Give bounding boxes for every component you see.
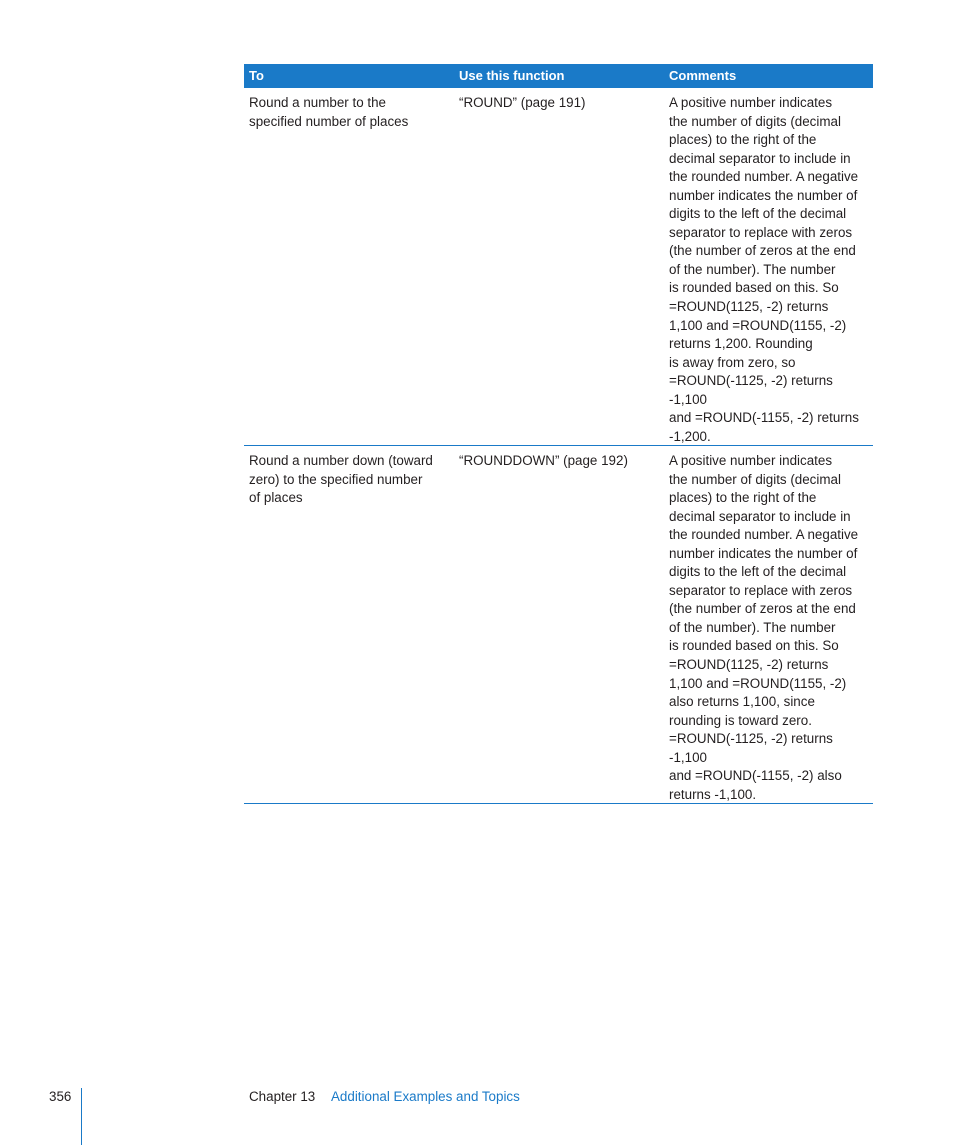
page-number: 356 [49, 1089, 72, 1104]
header-to: To [249, 68, 264, 83]
cell-function: “ROUND” (page 191) [459, 95, 586, 110]
cell-to: Round a number to the specified number of places [249, 95, 409, 129]
table-header [244, 64, 873, 88]
functions-table [244, 64, 873, 804]
header-comments: Comments [669, 68, 737, 83]
header-use-this-function: Use this function [459, 68, 565, 83]
chapter-title-link[interactable]: Additional Examples and Topics [331, 1089, 520, 1104]
cell-comments: A positive number indicates the number of digits (decimal places) to the right of the decimal separator to include in the rounded number. A negative number indicates the number of digits to the left of the decimal separator to replace with zeros (the number of zeros at the end of the number). The number is rounded based on this. So =ROUND(1125, -2) returns 1,100 and =ROUND(1155, -2) returns 1,200. Rounding is away from zero, so =ROUND(-1125, -2) returns -1,100 and =ROUND(-1155, -2) returns -1,200. [669, 95, 859, 444]
cell-to: Round a number down (toward zero) to the specified number of places [249, 453, 433, 506]
table-row [244, 446, 873, 804]
cell-comments: A positive number indicates the number of digits (decimal places) to the right of the decimal separator to include in the rounded number. A negative number indicates the number of digits to the left of the decimal separator to replace with zeros (the number of zeros at the end of the number). The number is rounded based on this. So =ROUND(1125, -2) returns 1,100 and =ROUND(1155, -2) also returns 1,100, since rounding is toward zero. =ROUND(-1125, -2) returns -1,100 and =ROUND(-1155, -2) also returns -1,100. [669, 453, 859, 802]
footer-divider [81, 1088, 82, 1145]
table-row [244, 88, 873, 446]
cell-function: “ROUNDDOWN” (page 192) [459, 453, 628, 468]
chapter-label: Chapter 13 [249, 1089, 316, 1104]
